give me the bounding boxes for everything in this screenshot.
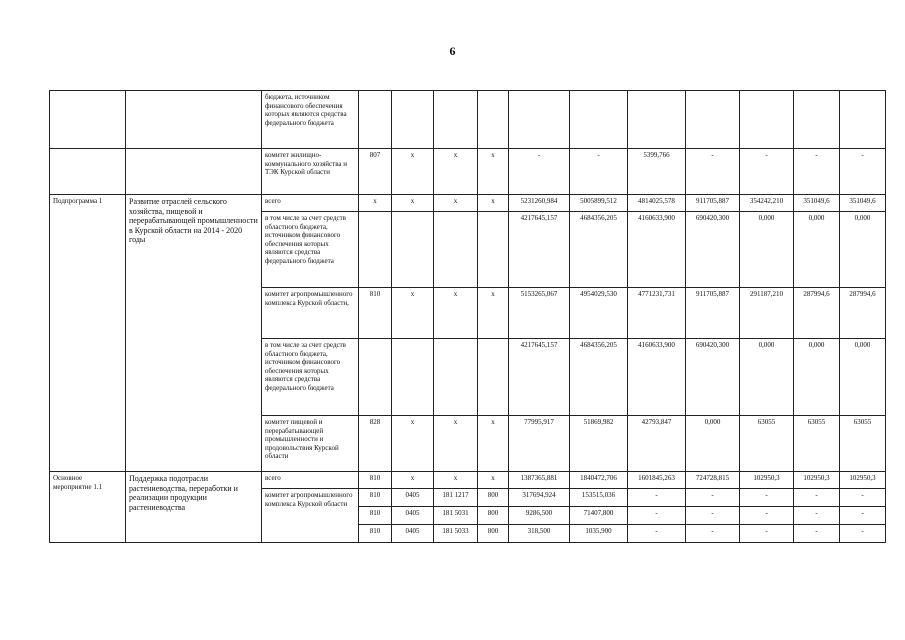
value-2017: - — [686, 507, 740, 525]
table-row — [50, 472, 886, 489]
rz-cell: 0405 — [392, 507, 434, 525]
name-cell: Поддержка подотрасли растениеводства, переработки и реализации продукции растениеводства — [126, 472, 262, 543]
grbs-cell: х — [359, 195, 392, 212]
value-2019: 102950,3 — [794, 472, 840, 489]
value-2016: 4160633,900 — [628, 212, 686, 288]
value-2016: 4160633,900 — [628, 339, 686, 416]
grbs-cell: 810 — [359, 472, 392, 489]
value-2018: 102950,3 — [740, 472, 794, 489]
value-2014: 317694,924 — [509, 489, 570, 507]
value-2019: 351049,6 — [794, 195, 840, 212]
value-2019: - — [794, 507, 840, 525]
grbs-cell: 810 — [359, 525, 392, 543]
vr-cell: х — [478, 288, 509, 339]
value-2014: 5153265,067 — [509, 288, 570, 339]
value-2014: 9286,500 — [509, 507, 570, 525]
value-2020: - — [840, 489, 886, 507]
value-2014: 5231260,984 — [509, 195, 570, 212]
rz-cell: 0405 — [392, 489, 434, 507]
value-2016: 5399,766 — [628, 149, 686, 195]
page-number: 6 — [449, 44, 456, 58]
value-2019: 63055 — [794, 416, 840, 472]
value-2017: 911705,887 — [686, 288, 740, 339]
value-2020: - — [840, 149, 886, 195]
value-2018: 354242,210 — [740, 195, 794, 212]
status-cell — [50, 149, 126, 195]
value-2019: 287994,6 — [794, 288, 840, 339]
csr-cell: х — [434, 416, 478, 472]
grbs-cell: 810 — [359, 489, 392, 507]
csr-cell: х — [434, 288, 478, 339]
resp-cell: всего — [262, 472, 359, 489]
vr-cell: 800 — [478, 489, 509, 507]
value-2018: - — [740, 525, 794, 543]
csr-cell: 181 5033 — [434, 525, 478, 543]
value-2017: - — [686, 525, 740, 543]
value-2018: 291187,210 — [740, 288, 794, 339]
value-2017: - — [686, 489, 740, 507]
csr-cell: 181 1217 — [434, 489, 478, 507]
budget-table — [49, 90, 886, 543]
table-row — [50, 91, 886, 149]
vr-cell: х — [478, 149, 509, 195]
value-2016: - — [628, 525, 686, 543]
value-2016: 4771231,731 — [628, 288, 686, 339]
grbs-cell: 828 — [359, 416, 392, 472]
value-2015: 51869,982 — [570, 416, 628, 472]
value-2018: 0,000 — [740, 339, 794, 416]
resp-cell: комитет агропромышленного комплекса Курской области, — [262, 288, 359, 339]
grbs-cell: 807 — [359, 149, 392, 195]
value-2015: 1840472,706 — [570, 472, 628, 489]
value-2019: - — [794, 525, 840, 543]
value-2020: 351049,6 — [840, 195, 886, 212]
value-2017: 724728,815 — [686, 472, 740, 489]
value-2016: - — [628, 507, 686, 525]
value-2018: - — [740, 149, 794, 195]
name-cell: Развитие отраслей сельского хозяйства, пищевой и перерабатывающей промышленности в Курской области на 2014 - 2020 годы — [126, 195, 262, 472]
value-2014: 77995,917 — [509, 416, 570, 472]
value-2017: 690420,300 — [686, 212, 740, 288]
value-2014: 1387365,881 — [509, 472, 570, 489]
vr-cell: 800 — [478, 507, 509, 525]
csr-cell: х — [434, 195, 478, 212]
value-2017: 911705,887 — [686, 195, 740, 212]
value-2016: 4814025,578 — [628, 195, 686, 212]
vr-cell: х — [478, 416, 509, 472]
value-2014: 4217645,157 — [509, 339, 570, 416]
value-2018: - — [740, 489, 794, 507]
vr-cell: 800 — [478, 525, 509, 543]
resp-cell: комитет пищевой и перерабатывающей промышленности и продовольствия Курской области — [262, 416, 359, 472]
value-2016: 42793,847 — [628, 416, 686, 472]
value-2016: 1601845,263 — [628, 472, 686, 489]
value-2015: 4954029,530 — [570, 288, 628, 339]
status-cell: Подпрограмма 1 — [50, 195, 126, 472]
value-2020: - — [840, 525, 886, 543]
value-2017: 0,000 — [686, 416, 740, 472]
vr-cell: х — [478, 195, 509, 212]
value-2018: - — [740, 507, 794, 525]
value-2019: 0,000 — [794, 339, 840, 416]
value-2015: 5005899,512 — [570, 195, 628, 212]
rz-cell: х — [392, 149, 434, 195]
value-2017: - — [686, 149, 740, 195]
status-cell — [50, 91, 126, 149]
resp-cell: в том числе за счет средств областного бюджета, источником финансового обеспечения которых являются средства федерального бюджета — [262, 212, 359, 288]
status-cell: Основное мероприятие 1.1 — [50, 472, 126, 543]
value-2019: - — [794, 489, 840, 507]
value-2017: 690420,300 — [686, 339, 740, 416]
csr-cell: х — [434, 472, 478, 489]
value-2015: 153515,036 — [570, 489, 628, 507]
value-2018: 0,000 — [740, 212, 794, 288]
resp-cell: всего — [262, 195, 359, 212]
grbs-cell: 810 — [359, 507, 392, 525]
value-2015: 4684356,205 — [570, 212, 628, 288]
csr-cell: 181 5031 — [434, 507, 478, 525]
name-cell — [126, 91, 262, 149]
value-2014: 318,500 — [509, 525, 570, 543]
value-2014: - — [509, 149, 570, 195]
value-2020: 0,000 — [840, 212, 886, 288]
grbs-cell: 810 — [359, 288, 392, 339]
value-2016: - — [628, 489, 686, 507]
value-2018: 63055 — [740, 416, 794, 472]
value-2020: 287994,6 — [840, 288, 886, 339]
rz-cell: 0405 — [392, 525, 434, 543]
table-row — [50, 149, 886, 195]
value-2020: 0,000 — [840, 339, 886, 416]
csr-cell: х — [434, 149, 478, 195]
value-2020: 102950,3 — [840, 472, 886, 489]
value-2019: - — [794, 149, 840, 195]
rz-cell: х — [392, 416, 434, 472]
resp-cell: бюджета, источником финансового обеспечения которых являются средства федерального бюджета — [262, 91, 359, 149]
resp-cell: комитет агропромышленного комплекса Курской области — [262, 489, 359, 543]
name-cell — [126, 149, 262, 195]
value-2020: - — [840, 507, 886, 525]
value-2019: 0,000 — [794, 212, 840, 288]
table-row — [50, 195, 886, 212]
rz-cell: х — [392, 472, 434, 489]
value-2020: 63055 — [840, 416, 886, 472]
value-2015: 71407,800 — [570, 507, 628, 525]
vr-cell: х — [478, 472, 509, 489]
rz-cell: х — [392, 195, 434, 212]
resp-cell: в том числе за счет средств областного бюджета, источником финансового обеспечения которых являются средства федерального бюджета — [262, 339, 359, 416]
rz-cell: х — [392, 288, 434, 339]
value-2015: 4684356,205 — [570, 339, 628, 416]
resp-cell: комитет жилищно-коммунального хозяйства и ТЭК Курской области — [262, 149, 359, 195]
value-2014: 4217645,157 — [509, 212, 570, 288]
value-2015: - — [570, 149, 628, 195]
value-2015: 1035,900 — [570, 525, 628, 543]
